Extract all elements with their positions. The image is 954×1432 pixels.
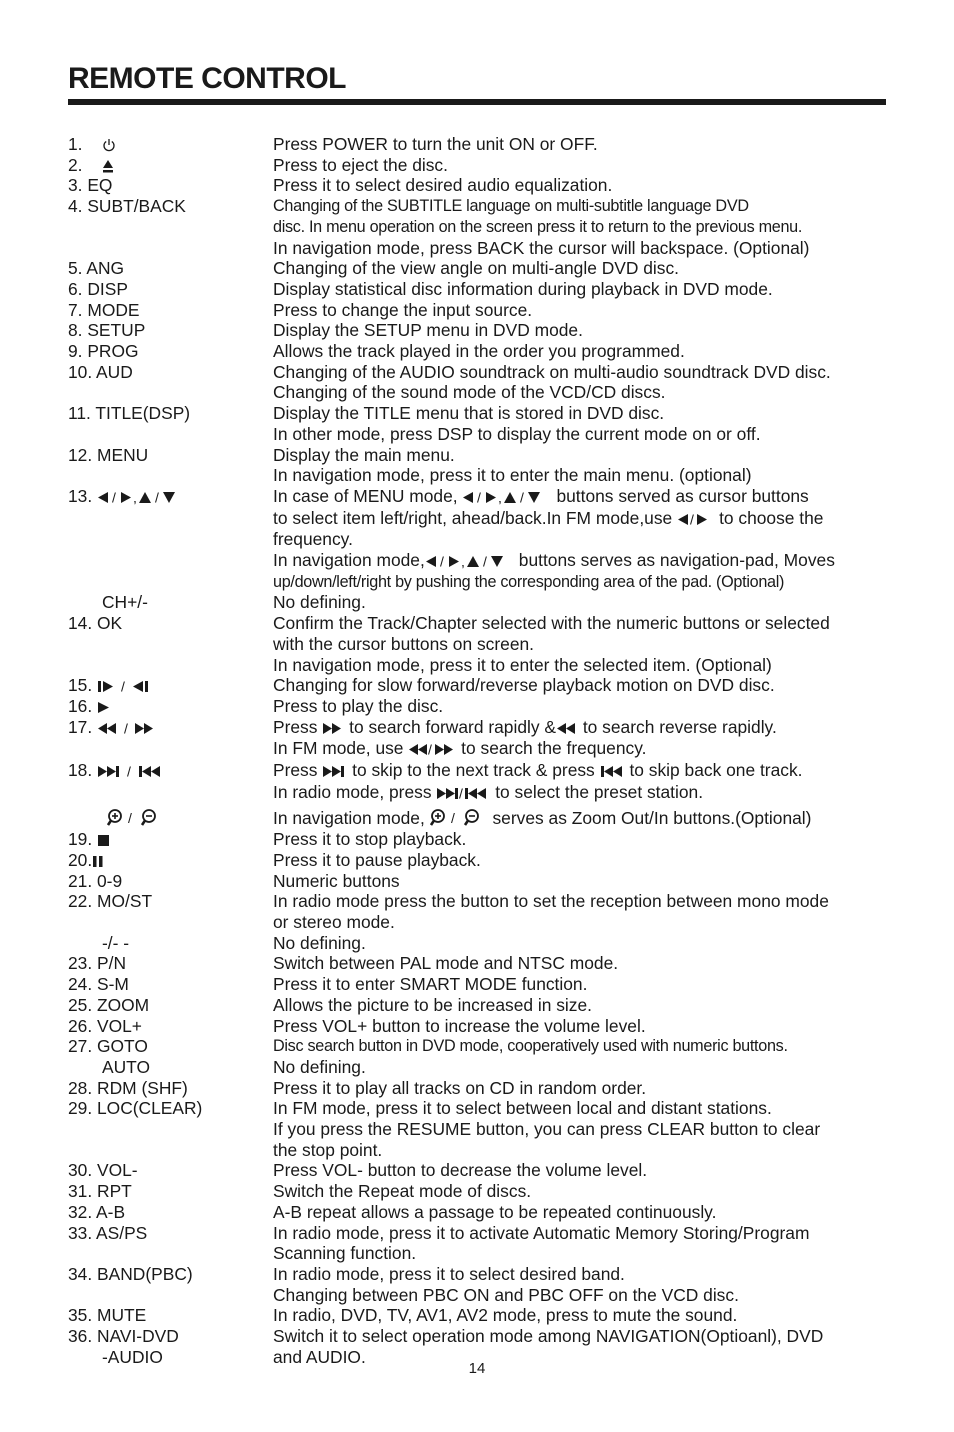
item-description: Confirm the Track/Chapter selected with the numeric buttons or selected [273, 613, 830, 634]
item-key: 31. RPT [68, 1181, 132, 1202]
item-description: In FM mode, press it to select between local and distant stations. [273, 1098, 772, 1119]
fast-reverse-icon [556, 718, 578, 739]
play-icon [97, 697, 111, 718]
list-item [68, 1305, 888, 1326]
item-key: 32. A-B [68, 1201, 126, 1222]
item-key: 4. SUBT/BACK [68, 196, 186, 217]
item-key: 28. RDM (SHF) [68, 1077, 188, 1098]
item-description: to select item left/right, ahead/back.In FM mode,use / to choose the [273, 507, 824, 528]
item-description: Press VOL- button to decrease the volume level. [273, 1160, 648, 1181]
item-description: If you press the RESUME button, you can press CLEAR button to clear [273, 1119, 821, 1140]
item-description: Press it to pause playback. [273, 849, 481, 870]
list-item [68, 300, 888, 321]
item-key: 2. [68, 155, 268, 177]
list-item [68, 592, 888, 613]
item-description: In radio mode, press it to activate Automatic Memory Storing/Program [273, 1222, 810, 1243]
item-key: 9. PROG [68, 341, 139, 362]
svg-text:,: , [460, 554, 465, 570]
svg-text:/: / [450, 809, 455, 826]
next-previous-icon [97, 761, 177, 782]
item-key: 34. BAND(PBC) [68, 1263, 193, 1284]
item-description: Disc search button in DVD mode, cooperatively used with numeric buttons. [273, 1037, 788, 1056]
item-key: 33. AS/PS [68, 1222, 148, 1243]
zoom-in-out-icon [430, 809, 488, 830]
item-description: Switch it to select operation mode among NAVIGATION(Optioanl), DVD [273, 1326, 824, 1347]
item-key [68, 808, 268, 830]
item-description: and AUDIO. [273, 1346, 366, 1367]
item-key: 7. MODE [68, 299, 140, 320]
item-description: Press POWER to turn the unit ON or OFF. [273, 134, 598, 154]
item-description: Changing of the AUDIO soundtrack on multi-audio soundtrack DVD disc. [273, 361, 831, 382]
svg-text:/: / [690, 511, 694, 527]
cursor-arrows-icon [462, 487, 556, 508]
item-description: Changing of the view angle on multi-angle DVD disc. [273, 258, 680, 279]
item-key: 11. TITLE(DSP) [68, 403, 191, 424]
item-description: A-B repeat allows a passage to be repeated continuously. [273, 1201, 717, 1222]
item-description: Switch the Repeat mode of discs. [273, 1181, 532, 1202]
list-item [68, 1036, 888, 1057]
svg-text:/: / [477, 489, 482, 505]
item-key: 22. MO/ST [68, 891, 153, 912]
list-item [68, 871, 888, 892]
list-item [68, 829, 888, 850]
svg-text:/: / [124, 720, 128, 736]
list-item [68, 155, 888, 176]
item-description: Display the SETUP menu in DVD mode. [273, 320, 583, 341]
item-description: Press to eject the disc. [273, 154, 448, 175]
item-key: 6. DISP [68, 278, 128, 299]
item-key: -/- - [102, 932, 130, 953]
item-description: Press VOL+ button to increase the volume level. [273, 1015, 646, 1036]
item-description: Scanning function. [273, 1243, 417, 1264]
item-description: Numeric buttons [273, 870, 400, 891]
cursor-arrows-icon [97, 487, 191, 508]
item-description: Display the main menu. [273, 444, 455, 465]
svg-text:/: / [520, 489, 525, 505]
list-item [68, 675, 888, 696]
list-item [68, 1078, 888, 1099]
item-key: 14. OK [68, 613, 123, 634]
item-description: In navigation mode, / , / buttons serves as navigation-pad, Moves [273, 550, 835, 571]
item-key: 18. / [68, 760, 268, 782]
svg-text:/: / [127, 809, 132, 826]
item-description: In case of MENU mode, / , / buttons served as cursor buttons [273, 485, 809, 506]
item-description: In radio mode, press it to select desired band. [273, 1263, 625, 1284]
item-description: Press it to enter SMART MODE function. [273, 974, 588, 995]
item-description: In navigation mode, press it to enter the selected item. (Optional) [273, 654, 772, 675]
item-key: 8. SETUP [68, 320, 146, 341]
eject-icon [102, 156, 114, 177]
item-description: Press it to play all tracks on CD in random order. [273, 1077, 647, 1098]
stop-icon [97, 830, 110, 851]
title-divider [68, 99, 886, 105]
power-icon [102, 135, 116, 156]
list-item [68, 279, 888, 300]
item-description: Press it to stop playback. [273, 829, 467, 850]
item-description: Press to skip to the next track & press to skip back one track. [273, 760, 803, 781]
list-item [68, 953, 888, 974]
list-item [68, 1223, 888, 1264]
item-key: AUTO [102, 1056, 150, 1077]
svg-text:/: / [112, 489, 116, 505]
next-previous-icon [436, 783, 490, 804]
item-description: Changing of the SUBTITLE language on multi-subtitle language DVD [273, 197, 749, 216]
item-description: Switch between PAL mode and NTSC mode. [273, 953, 619, 974]
list-item [68, 1057, 888, 1078]
item-key: 20. [68, 850, 268, 872]
list-item [68, 445, 888, 486]
list-item [68, 804, 888, 830]
item-description: Allows the picture to be increased in size. [273, 994, 592, 1015]
list-item [68, 403, 888, 444]
item-key: 19. [68, 829, 268, 851]
list-item [68, 1264, 888, 1305]
item-description: with the cursor buttons on screen. [273, 633, 534, 654]
item-description: No defining. [273, 1056, 366, 1077]
list-item [68, 717, 888, 760]
item-key: 29. LOC(CLEAR) [68, 1098, 203, 1119]
item-key: 10. AUD [68, 361, 133, 382]
svg-text:/: / [155, 489, 159, 505]
svg-text:/: / [459, 785, 464, 801]
list-item [68, 696, 888, 717]
item-description: or stereo mode. [273, 912, 395, 933]
item-description: Changing between PBC ON and PBC OFF on the VCD disc. [273, 1284, 739, 1305]
slow-forward-reverse-icon [97, 676, 157, 697]
item-description: Press to change the input source. [273, 299, 533, 320]
next-track-icon [322, 761, 347, 782]
item-key: 12. MENU [68, 444, 149, 465]
list-item [68, 134, 888, 155]
svg-text:/: / [439, 554, 444, 570]
item-description: In radio mode, press / to select the preset station. [273, 781, 704, 802]
item-description: Allows the track played in the order you programmed. [273, 341, 685, 362]
item-description: Press it to select desired audio equalization. [273, 175, 613, 196]
list-item [68, 933, 888, 954]
list-item [68, 974, 888, 995]
list-item [68, 850, 888, 871]
item-key: 27. GOTO [68, 1036, 148, 1057]
svg-text:/: / [482, 554, 487, 570]
list-item [68, 175, 888, 196]
list-item [68, 1160, 888, 1181]
cursor-arrows-icon [425, 551, 519, 572]
svg-text:,: , [133, 489, 137, 505]
item-description: In other mode, press DSP to display the current mode on or off. [273, 423, 761, 444]
item-key: 21. 0-9 [68, 870, 123, 891]
list-item [68, 760, 888, 803]
item-description: Display the TITLE menu that is stored in DVD disc. [273, 403, 665, 424]
list-item [68, 1098, 888, 1160]
item-key: 23. P/N [68, 953, 126, 974]
list-item [68, 995, 888, 1016]
item-description: In navigation mode, press it to enter the main menu. (optional) [273, 465, 752, 486]
svg-text:/: / [121, 679, 125, 695]
list-item [68, 891, 888, 932]
item-key: 26. VOL+ [68, 1015, 142, 1036]
page-title: REMOTE CONTROL [68, 62, 346, 95]
zoom-in-out-icon [107, 809, 165, 830]
item-description: Display statistical disc information during playback in DVD mode. [273, 278, 773, 299]
page-number: 14 [468, 1360, 486, 1377]
list-item [68, 1181, 888, 1202]
list-item [68, 1202, 888, 1223]
item-description: frequency. [273, 529, 353, 550]
item-key: 13. / , / [68, 486, 268, 508]
item-key: 36. NAVI-DVD -AUDIO [68, 1326, 179, 1367]
item-description: In radio mode press the button to set the reception between mono mode [273, 891, 829, 912]
list-item [68, 1016, 888, 1037]
item-key: CH+/- [102, 592, 148, 613]
list-item [68, 196, 888, 258]
item-key: 1. [68, 134, 268, 156]
left-right-arrows-icon [677, 509, 719, 530]
list-item [68, 320, 888, 341]
svg-text:,: , [498, 489, 503, 505]
list-item [68, 613, 888, 675]
remote-control-list [68, 134, 888, 1367]
item-description: No defining. [273, 592, 366, 613]
item-description: Press to search forward rapidly & to search reverse rapidly. [273, 716, 777, 737]
list-item [68, 341, 888, 362]
fast-reverse-forward-icon [97, 718, 175, 739]
item-description: Changing of the sound mode of the VCD/CD discs. [273, 382, 666, 403]
fast-reverse-forward-icon [408, 739, 456, 760]
list-item [68, 258, 888, 279]
item-key: 30. VOL- [68, 1160, 138, 1181]
item-key: 5. ANG [68, 258, 125, 279]
item-description: disc. In menu operation on the screen press it to return to the previous menu. [273, 217, 803, 236]
item-description: In navigation mode, / serves as Zoom Out/In buttons.(Optional) [273, 807, 812, 828]
item-description: the stop point. [273, 1139, 383, 1160]
pause-icon [92, 851, 104, 872]
item-key: 35. MUTE [68, 1305, 147, 1326]
svg-text:/: / [428, 742, 433, 758]
item-description: In radio, DVD, TV, AV1, AV2 mode, press to mute the sound. [273, 1305, 738, 1326]
item-description: Press to play the disc. [273, 695, 444, 716]
item-description: Changing for slow forward/reverse playback motion on DVD disc. [273, 675, 775, 696]
item-description: In navigation mode, press BACK the cursor will backspace. (Optional) [273, 237, 810, 258]
svg-text:/: / [127, 764, 131, 780]
item-description: up/down/left/right by pushing the corresponding area of the pad. (Optional) [273, 572, 785, 591]
item-key: 3. EQ [68, 175, 113, 196]
previous-track-icon [600, 761, 625, 782]
item-key: 15. / [68, 675, 268, 697]
list-item [68, 486, 888, 593]
item-description: In FM mode, use / to search the frequency. [273, 738, 647, 759]
item-key: 25. ZOOM [68, 994, 150, 1015]
item-key: 24. S-M [68, 974, 129, 995]
item-description: No defining. [273, 932, 366, 953]
fast-forward-icon [322, 718, 344, 739]
item-key: 17. / [68, 717, 268, 739]
list-item [68, 362, 888, 403]
item-key: 16. [68, 696, 268, 718]
